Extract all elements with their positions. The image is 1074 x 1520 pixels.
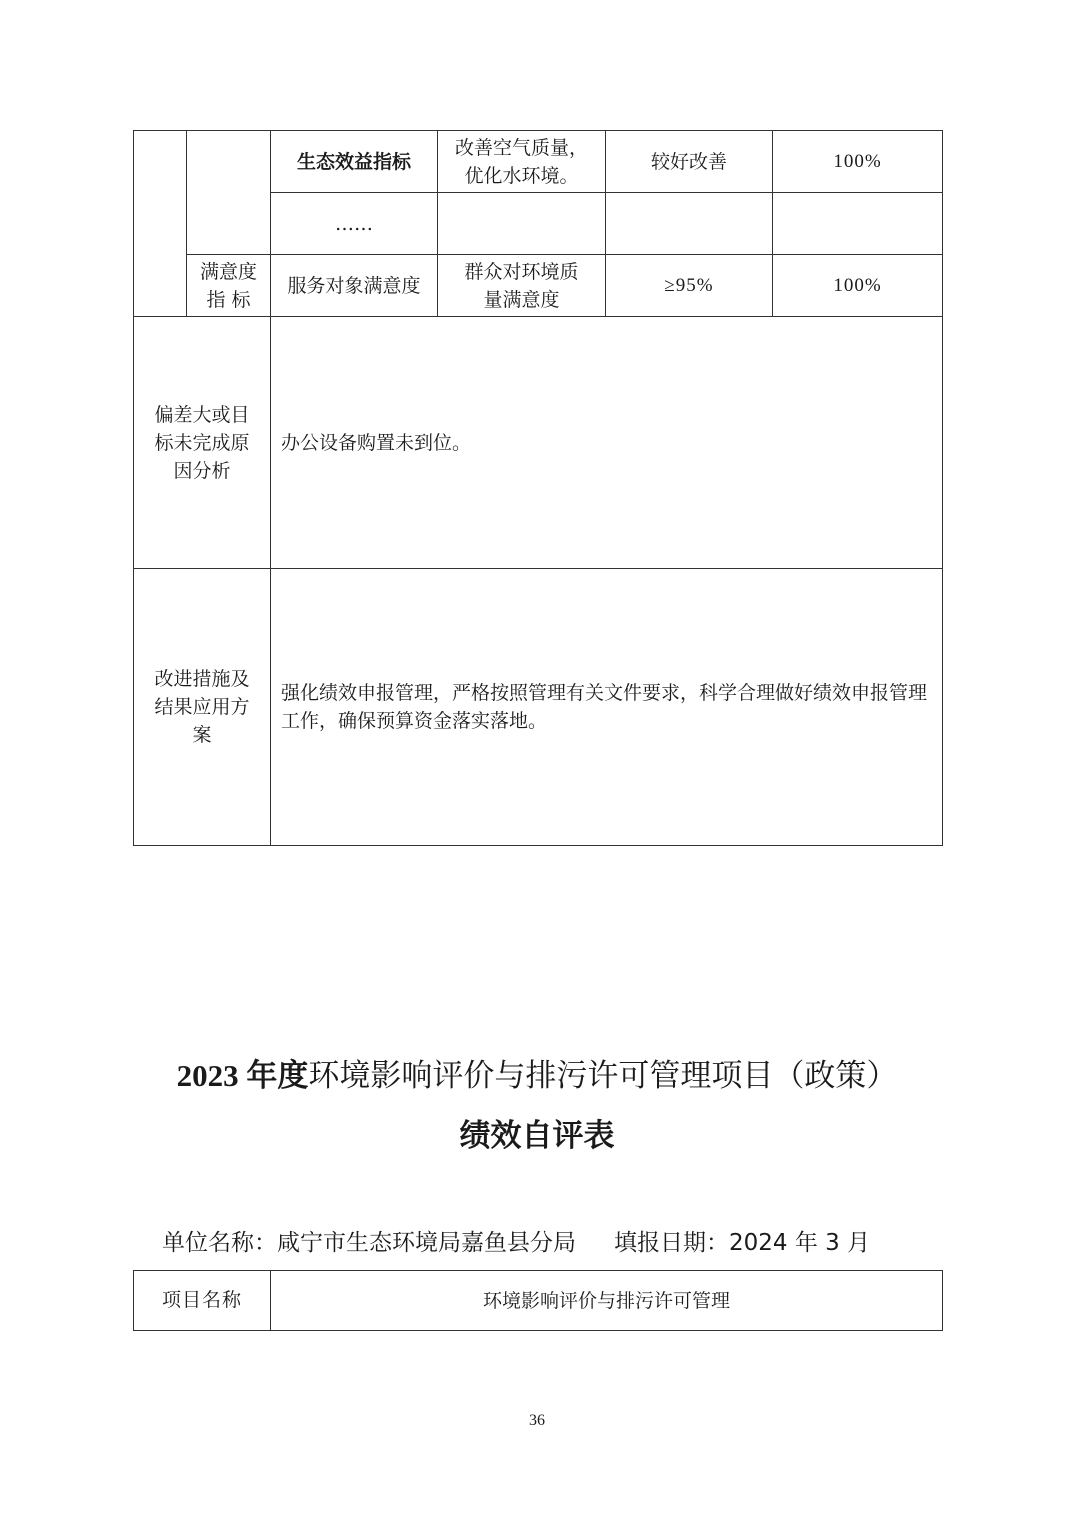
improvement-text: 强化绩效申报管理，严格按照管理有关文件要求，科学合理做好绩效申报管理工作，确保预算资金落实落地。 [271,569,943,846]
unit-name: 单位名称：咸宁市生态环境局嘉鱼县分局 [162,1230,576,1256]
title-project-name: 环境影响评价与排污许可管理项目（政策） [308,1058,898,1094]
indicator-cell: 生态效益指标 [271,131,438,193]
title-year: 2023 年度 [176,1058,309,1093]
content-cell: 群众对环境质量满意度 [438,255,606,317]
table-row [134,255,943,317]
target-cell: ≥95% [606,255,773,317]
empty-cell [773,193,943,255]
category-cell: 满意度指 标 [187,255,271,317]
project-name-value: 环境影响评价与排污许可管理 [271,1271,943,1331]
deviation-text: 办公设备购置未到位。 [271,317,943,569]
page-number: 36 [529,1412,545,1429]
indicator-cell: 服务对象满意度 [271,255,438,317]
table-row [134,131,943,193]
page-title [0,1050,1074,1095]
indicator-cell: …… [271,193,438,255]
deviation-label: 偏差大或目标未完成原因分析 [134,317,271,569]
content-cell: 改善空气质量，优化水环境。 [438,131,606,193]
improvement-label: 改进措施及结果应用方案 [134,569,271,846]
unit-info [162,1224,870,1257]
empty-cell [134,131,187,317]
empty-cell [187,131,271,255]
empty-cell [606,193,773,255]
actual-cell: 100% [773,131,943,193]
fill-date: 填报日期：2024 年 3 月 [614,1230,871,1256]
actual-cell: 100% [773,255,943,317]
table-row [134,569,943,846]
empty-cell [438,193,606,255]
table-row [134,317,943,569]
page-subtitle: 绩效自评表 [459,1118,615,1154]
project-info-table [133,1270,943,1331]
table-row [134,1271,943,1331]
target-cell: 较好改善 [606,131,773,193]
project-name-label: 项目名称 [134,1271,271,1331]
performance-table-continued [133,130,943,846]
